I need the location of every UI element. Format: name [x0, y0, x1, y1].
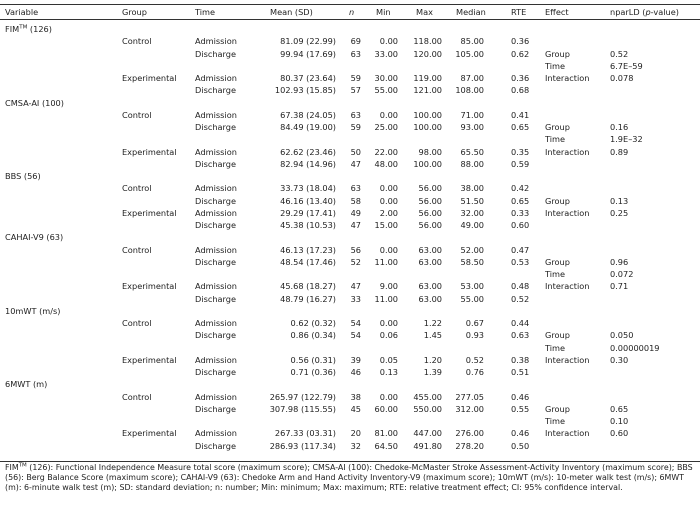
variable-label: 6MWT (m): [5, 379, 48, 390]
table-row: [0, 133, 700, 145]
cell-max: 63.00: [418, 244, 442, 255]
cell-mean-sd: 102.93 (15.85): [274, 85, 336, 96]
cell-p-value: 0.25: [610, 207, 629, 218]
cell-n: 47: [350, 281, 361, 292]
header-rte: RTE: [511, 7, 527, 17]
cell-effect: Interaction: [545, 354, 590, 365]
cell-rte: 0.36: [511, 73, 530, 83]
header-mean-sd: Mean (SD): [270, 7, 313, 17]
cell-n: 58: [350, 195, 361, 206]
cell-rte: 0.51: [511, 367, 530, 377]
cell-max: 63.00: [418, 256, 442, 267]
cell-median: 312.00: [455, 403, 484, 414]
variable-label-group: [5, 23, 52, 35]
cell-mean-sd: 46.16 (13.40): [280, 195, 336, 206]
table-row: [0, 329, 700, 341]
cell-median: 53.00: [460, 281, 484, 292]
table-row: [0, 84, 700, 96]
cell-rte: 0.36: [511, 36, 530, 47]
header-n: n: [349, 7, 355, 17]
cell-max: 56.00: [418, 183, 442, 194]
cell-median: 85.00: [460, 36, 484, 47]
footnote-fim-sup: TM: [18, 462, 27, 469]
variable-label: CAHAI-V9 (63): [5, 232, 64, 243]
cell-time: Discharge: [195, 440, 237, 451]
cell-rte: 0.46: [511, 428, 530, 439]
header-time: Time: [195, 7, 216, 17]
cell-time: Discharge: [195, 256, 237, 267]
cell-n: 69: [350, 36, 361, 47]
cell-mean-sd: 81.09 (22.99): [280, 36, 336, 47]
header-nparld-p: p: [645, 7, 651, 17]
table-row: [0, 366, 700, 378]
cell-p-value: 0.71: [610, 281, 629, 292]
cell-rte: 0.42: [511, 183, 530, 194]
cell-mean-sd: 45.68 (18.27): [280, 281, 336, 292]
cell-mean-sd: 48.54 (17.46): [280, 256, 336, 267]
cell-effect: Group: [545, 195, 570, 206]
header-variable: Variable: [5, 7, 39, 17]
variable-heading-row: [0, 378, 700, 390]
cell-rte: 0.65: [511, 195, 530, 206]
cell-n: 59: [350, 122, 361, 132]
cell-group: Control: [122, 391, 152, 402]
cell-time: Admission: [195, 428, 237, 439]
cell-effect: Group: [545, 48, 570, 59]
table-row: [0, 317, 700, 329]
cell-time: Admission: [195, 183, 237, 194]
cell-group: Control: [122, 183, 152, 194]
cell-effect: Interaction: [545, 281, 590, 292]
cell-time: Admission: [195, 318, 237, 328]
variable-label-sup: TM: [19, 24, 28, 31]
cell-min: 0.00: [379, 244, 398, 255]
cell-mean-sd: 307.98 (115.55): [269, 403, 336, 414]
cell-rte: 0.59: [511, 158, 530, 169]
cell-mean-sd: 0.62 (0.32): [290, 318, 336, 328]
cell-p-value: 0.89: [610, 146, 629, 157]
cell-min: 0.06: [379, 330, 398, 341]
cell-effect: Group: [545, 122, 570, 132]
cell-min: 9.00: [379, 281, 398, 292]
cell-time: Discharge: [195, 48, 237, 59]
cell-rte: 0.33: [511, 207, 530, 218]
cell-max: 121.00: [413, 85, 442, 96]
cell-time: Admission: [195, 109, 237, 120]
cell-median: 65.50: [460, 146, 484, 157]
cell-min: 0.00: [379, 318, 398, 328]
cell-mean-sd: 286.93 (117.34): [269, 440, 336, 451]
cell-rte: 0.60: [511, 220, 530, 230]
cell-median: 278.20: [455, 440, 484, 451]
cell-n: 57: [350, 85, 361, 96]
cell-group: Experimental: [122, 73, 177, 83]
cell-effect: Interaction: [545, 207, 590, 218]
cell-min: 15.00: [374, 220, 398, 230]
header-max: Max: [416, 7, 433, 17]
cell-median: 0.93: [465, 330, 484, 341]
cell-p-value: 1.9E–32: [610, 134, 643, 145]
footnote-text: (126): Functional Independence Measure total score (maximum score); CMSA-AI (100): Chedoke-McMaster Stroke Assessment-Activity Inventory (maximum score); BBS (56): Berg Balance Score (maximum score); CAHAI-V9 (63): Chedoke Arm and Hand Activity Inventory-V9 (maximum score); 10mWT (m/s): 10-meter walk test (m/s); 6MWT (m): 6-minute walk test (m); SD: standard deviation; n: number; Min: minimum; Max: maximum; RTE: relative treatment effect; CI: 95% confidence interval.: [5, 463, 693, 493]
cell-max: 56.00: [418, 220, 442, 230]
cell-time: Discharge: [195, 367, 237, 377]
cell-time: Discharge: [195, 330, 237, 341]
cell-effect: Time: [545, 416, 566, 426]
variable-heading-row: [0, 97, 700, 109]
cell-n: 47: [350, 158, 361, 169]
cell-p-value: 0.13: [610, 195, 629, 206]
cell-max: 56.00: [418, 207, 442, 218]
cell-n: 59: [350, 73, 361, 83]
cell-group: Experimental: [122, 354, 177, 365]
header-nparld: [610, 6, 679, 18]
cell-rte: 0.62: [511, 48, 530, 59]
cell-min: 25.00: [374, 122, 398, 132]
cell-time: Discharge: [195, 403, 237, 414]
table-row: [0, 268, 700, 280]
cell-max: 550.00: [413, 403, 442, 414]
cell-median: 88.00: [460, 158, 484, 169]
variable-label: BBS (56): [5, 171, 41, 181]
cell-min: 33.00: [374, 48, 398, 59]
cell-mean-sd: 84.49 (19.00): [280, 122, 336, 132]
cell-rte: 0.63: [511, 330, 530, 341]
cell-mean-sd: 33.73 (18.04): [280, 183, 336, 194]
cell-rte: 0.68: [511, 85, 530, 96]
cell-mean-sd: 0.71 (0.36): [290, 367, 336, 377]
cell-time: Admission: [195, 36, 237, 47]
table-row: [0, 293, 700, 305]
cell-n: 33: [350, 293, 361, 304]
header-min: Min: [376, 7, 391, 17]
cell-max: 491.80: [413, 440, 442, 451]
cell-min: 0.00: [379, 183, 398, 194]
cell-time: Discharge: [195, 122, 237, 132]
cell-p-value: 0.65: [610, 403, 629, 414]
cell-min: 11.00: [374, 293, 398, 304]
variable-heading-row: [0, 231, 700, 243]
header-nparld-b: -value): [650, 7, 679, 17]
cell-effect: Interaction: [545, 428, 590, 439]
cell-n: 52: [350, 256, 361, 267]
cell-group: Control: [122, 318, 152, 328]
cell-rte: 0.65: [511, 122, 530, 132]
cell-n: 49: [350, 207, 361, 218]
cell-rte: 0.48: [511, 281, 530, 292]
cell-mean-sd: 267.33 (03.31): [274, 428, 336, 439]
cell-rte: 0.53: [511, 256, 530, 267]
cell-p-value: 0.96: [610, 256, 629, 267]
cell-max: 455.00: [413, 391, 442, 402]
cell-median: 277.05: [455, 391, 484, 402]
cell-time: Discharge: [195, 195, 237, 206]
cell-rte: 0.52: [511, 293, 530, 304]
cell-n: 38: [350, 391, 361, 402]
cell-min: 11.00: [374, 256, 398, 267]
table-bottom-rule: [0, 461, 700, 462]
table-header-rule: [0, 19, 700, 20]
cell-rte: 0.46: [511, 391, 530, 402]
table-row: [0, 342, 700, 354]
cell-p-value: 0.16: [610, 122, 629, 132]
cell-p-value: 0.30: [610, 354, 629, 365]
cell-median: 87.00: [460, 73, 484, 83]
cell-n: 45: [350, 403, 361, 414]
cell-group: Experimental: [122, 428, 177, 439]
variable-label: CMSA-AI (100): [5, 97, 64, 108]
cell-time: Discharge: [195, 220, 237, 230]
cell-min: 60.00: [374, 403, 398, 414]
header-nparld-a: nparLD (: [610, 7, 646, 17]
cell-time: Discharge: [195, 293, 237, 304]
table-row: [0, 146, 700, 158]
cell-mean-sd: 0.56 (0.31): [290, 354, 336, 365]
cell-mean-sd: 48.79 (16.27): [280, 293, 336, 304]
cell-effect: Time: [545, 342, 566, 353]
cell-median: 32.00: [460, 207, 484, 218]
cell-n: 54: [350, 330, 361, 341]
cell-median: 52.00: [460, 244, 484, 255]
cell-median: 58.50: [460, 256, 484, 267]
cell-min: 2.00: [379, 207, 398, 218]
cell-min: 0.00: [379, 109, 398, 120]
table-row: [0, 35, 700, 47]
cell-n: 54: [350, 318, 361, 328]
cell-time: Discharge: [195, 85, 237, 96]
cell-max: 100.00: [413, 158, 442, 169]
cell-p-value: 0.10: [610, 416, 629, 426]
cell-max: 1.39: [423, 367, 442, 377]
cell-rte: 0.44: [511, 318, 530, 328]
cell-median: 55.00: [460, 293, 484, 304]
cell-min: 0.13: [379, 367, 398, 377]
cell-median: 71.00: [460, 109, 484, 120]
cell-median: 0.76: [465, 367, 484, 377]
table-row: [0, 182, 700, 194]
cell-time: Admission: [195, 244, 237, 255]
cell-rte: 0.47: [511, 244, 530, 255]
cell-max: 1.22: [423, 318, 442, 328]
table-row: [0, 158, 700, 170]
cell-min: 30.00: [374, 73, 398, 83]
cell-max: 447.00: [413, 428, 442, 439]
table-row: [0, 415, 700, 427]
table-row: [0, 280, 700, 292]
table-row: [0, 219, 700, 231]
cell-rte: 0.50: [511, 440, 530, 451]
cell-p-value: 0.050: [610, 330, 634, 341]
cell-max: 119.00: [413, 73, 442, 83]
table-row: [0, 354, 700, 366]
cell-max: 120.00: [413, 48, 442, 59]
cell-max: 1.45: [423, 330, 442, 341]
cell-min: 22.00: [374, 146, 398, 157]
cell-rte: 0.35: [511, 146, 530, 157]
table-row: [0, 48, 700, 60]
header-median: Median: [456, 7, 486, 17]
cell-n: 50: [350, 146, 361, 157]
cell-time: Admission: [195, 354, 237, 365]
variable-heading-row: [0, 170, 700, 182]
footnote-fim: FIM: [5, 463, 19, 472]
variable-label-suffix: (126): [27, 24, 52, 34]
cell-max: 118.00: [413, 36, 442, 47]
table-row: [0, 427, 700, 439]
header-effect: Effect: [545, 7, 569, 17]
cell-time: Admission: [195, 146, 237, 157]
cell-effect: Group: [545, 403, 570, 414]
cell-n: 47: [350, 220, 361, 230]
cell-max: 100.00: [413, 109, 442, 120]
cell-n: 32: [350, 440, 361, 451]
cell-group: Experimental: [122, 146, 177, 157]
cell-median: 108.00: [455, 85, 484, 96]
cell-mean-sd: 0.86 (0.34): [290, 330, 336, 341]
table-row: [0, 244, 700, 256]
cell-group: Control: [122, 244, 152, 255]
table-row: [0, 109, 700, 121]
cell-time: Admission: [195, 73, 237, 83]
cell-effect: Group: [545, 330, 570, 341]
table-row: [0, 72, 700, 84]
cell-max: 1.20: [423, 354, 442, 365]
cell-max: 98.00: [418, 146, 442, 157]
variable-heading-row: [0, 305, 700, 317]
cell-min: 0.00: [379, 195, 398, 206]
cell-median: 0.52: [465, 354, 484, 365]
variable-label: 10mWT (m/s): [5, 305, 61, 316]
cell-n: 63: [350, 109, 361, 120]
cell-n: 63: [350, 183, 361, 194]
cell-time: Admission: [195, 281, 237, 292]
cell-n: 20: [350, 428, 361, 439]
cell-mean-sd: 265.97 (122.79): [269, 391, 336, 402]
table-row: [0, 256, 700, 268]
table-row: [0, 440, 700, 452]
cell-median: 93.00: [460, 122, 484, 132]
cell-mean-sd: 80.37 (23.64): [280, 73, 336, 83]
table-top-rule: [0, 4, 700, 5]
table-footnote: [5, 463, 699, 494]
cell-min: 64.50: [374, 440, 398, 451]
table-row: [0, 207, 700, 219]
cell-rte: 0.41: [511, 109, 530, 120]
cell-mean-sd: 82.94 (14.96): [280, 158, 336, 169]
cell-max: 100.00: [413, 122, 442, 132]
table-row: [0, 195, 700, 207]
cell-effect: Interaction: [545, 146, 590, 157]
variable-label: FIM: [5, 24, 20, 34]
cell-median: 105.00: [455, 48, 484, 59]
cell-effect: Group: [545, 256, 570, 267]
cell-n: 56: [350, 244, 361, 255]
cell-time: Admission: [195, 207, 237, 218]
table-row: [0, 391, 700, 403]
cell-effect: Time: [545, 60, 566, 71]
cell-mean-sd: 46.13 (17.23): [280, 244, 336, 255]
cell-effect: Time: [545, 269, 566, 279]
cell-max: 56.00: [418, 195, 442, 206]
table-row: [0, 60, 700, 72]
cell-group: Control: [122, 109, 152, 120]
cell-effect: Interaction: [545, 73, 590, 83]
cell-mean-sd: 99.94 (17.69): [280, 48, 336, 59]
cell-max: 63.00: [418, 293, 442, 304]
cell-time: Admission: [195, 391, 237, 402]
cell-mean-sd: 62.62 (23.46): [280, 146, 336, 157]
cell-mean-sd: 67.38 (24.05): [280, 109, 336, 120]
variable-heading-row: [0, 23, 700, 35]
cell-rte: 0.55: [511, 403, 530, 414]
cell-group: Control: [122, 36, 152, 47]
table-row: [0, 121, 700, 133]
cell-p-value: 0.52: [610, 48, 629, 59]
cell-mean-sd: 45.38 (10.53): [280, 220, 336, 230]
cell-n: 46: [350, 367, 361, 377]
cell-rte: 0.38: [511, 354, 530, 365]
table-row: [0, 403, 700, 415]
cell-n: 63: [350, 48, 361, 59]
table-header-row: [0, 6, 700, 18]
cell-min: 0.00: [379, 36, 398, 47]
cell-min: 55.00: [374, 85, 398, 96]
cell-effect: Time: [545, 134, 566, 145]
cell-time: Discharge: [195, 158, 237, 169]
cell-group: Experimental: [122, 281, 177, 292]
cell-p-value: 6.7E–59: [610, 60, 643, 71]
cell-median: 49.00: [460, 220, 484, 230]
cell-min: 0.05: [379, 354, 398, 365]
cell-p-value: 0.60: [610, 428, 629, 439]
cell-min: 81.00: [374, 428, 398, 439]
cell-max: 63.00: [418, 281, 442, 292]
cell-group: Experimental: [122, 207, 177, 218]
cell-p-value: 0.072: [610, 269, 634, 279]
cell-median: 276.00: [455, 428, 484, 439]
cell-median: 51.50: [460, 195, 484, 206]
cell-p-value: 0.00000019: [610, 342, 660, 353]
cell-p-value: 0.078: [610, 73, 634, 83]
cell-min: 0.00: [379, 391, 398, 402]
cell-median: 38.00: [460, 183, 484, 194]
cell-n: 39: [350, 354, 361, 365]
cell-median: 0.67: [465, 318, 484, 328]
header-group: Group: [122, 7, 147, 17]
cell-min: 48.00: [374, 158, 398, 169]
cell-mean-sd: 29.29 (17.41): [280, 207, 336, 218]
